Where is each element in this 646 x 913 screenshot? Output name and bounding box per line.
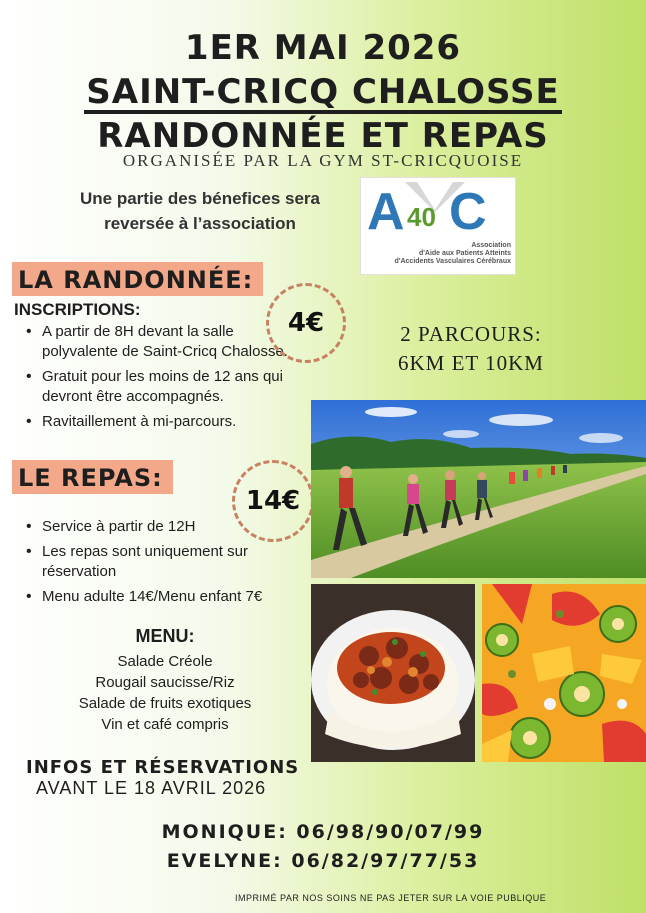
logo-caption-line: Association [471,242,511,249]
randonnee-details-list [16,322,291,437]
list-item: • Menu adulte 14€/Menu enfant 7€ [16,587,306,607]
menu-item: Salade de fruits exotiques [78,695,252,712]
benefit-line-2: reversée à l’association [104,214,296,233]
logo-letter-c: C [449,183,487,241]
event-town-text: SAINT-CRICQ CHALOSSE [86,72,560,112]
logo-caption-line: d'Aide aux Patients Atteints [418,250,511,257]
repas-details-list [16,517,306,612]
infos-deadline: AVANT LE 18 AVRIL 2026 [36,778,267,798]
parcours-distances: 6KM ET 10KM [398,351,544,375]
rougail-dish-photo [311,584,475,762]
contact-monique: MONIQUE: 06/98/90/07/99 [161,821,485,843]
hikers-photo [311,400,646,578]
list-item: • Gratuit pour les moins de 12 ans qui devront être accompagnés. [16,367,291,407]
parcours-info [362,320,580,378]
event-subtitle: RANDONNÉE ET REPAS [97,116,549,156]
benefit-line-1: Une partie des bénefices sera [79,189,320,208]
repas-price-badge: 14€ [232,460,314,542]
inscriptions-label: INSCRIPTIONS: [14,300,141,319]
list-item: • Ravitaillement à mi-parcours. [16,412,291,432]
infos-title: INFOS ET RÉSERVATIONS [26,757,300,778]
menu-title: MENU: [135,626,195,646]
fruit-salad-photo [482,584,646,762]
parcours-count: 2 PARCOURS: [400,322,542,346]
benefit-note [40,186,360,236]
organizer-line: ORGANISÉE PAR LA GYM ST-CRICQUOISE [122,151,524,170]
list-item: • Service à partir de 12H [16,517,306,537]
section-title-repas: LE REPAS: [12,460,173,494]
menu-items [0,651,330,735]
logo-number: 40 [407,202,436,232]
avc-association-logo [360,177,516,275]
randonnee-price-badge: 4€ [266,283,346,363]
list-item: • Les repas sont uniquement sur réservation [16,542,306,582]
logo-letter-a: A [367,183,405,241]
list-item: • A partir de 8H devant la salle polyvalente de Saint-Cricq Chalosse. [16,322,291,362]
event-town [0,72,646,114]
contact-evelyne: EVELYNE: 06/82/97/77/53 [166,850,480,872]
footer-note: IMPRIMÉ PAR NOS SOINS NE PAS JETER SUR LA VOIE PUBLIQUE [235,893,547,903]
event-date: 1ER MAI 2026 [184,28,462,68]
logo-caption-line: d'Accidents Vasculaires Cérébraux [394,258,511,265]
logo-caption [367,242,511,266]
menu-item: Rougail saucisse/Riz [95,674,235,691]
section-title-randonnee: LA RANDONNÉE: [12,262,263,296]
menu-item: Salade Créole [117,653,213,670]
menu-item: Vin et café compris [101,716,229,733]
